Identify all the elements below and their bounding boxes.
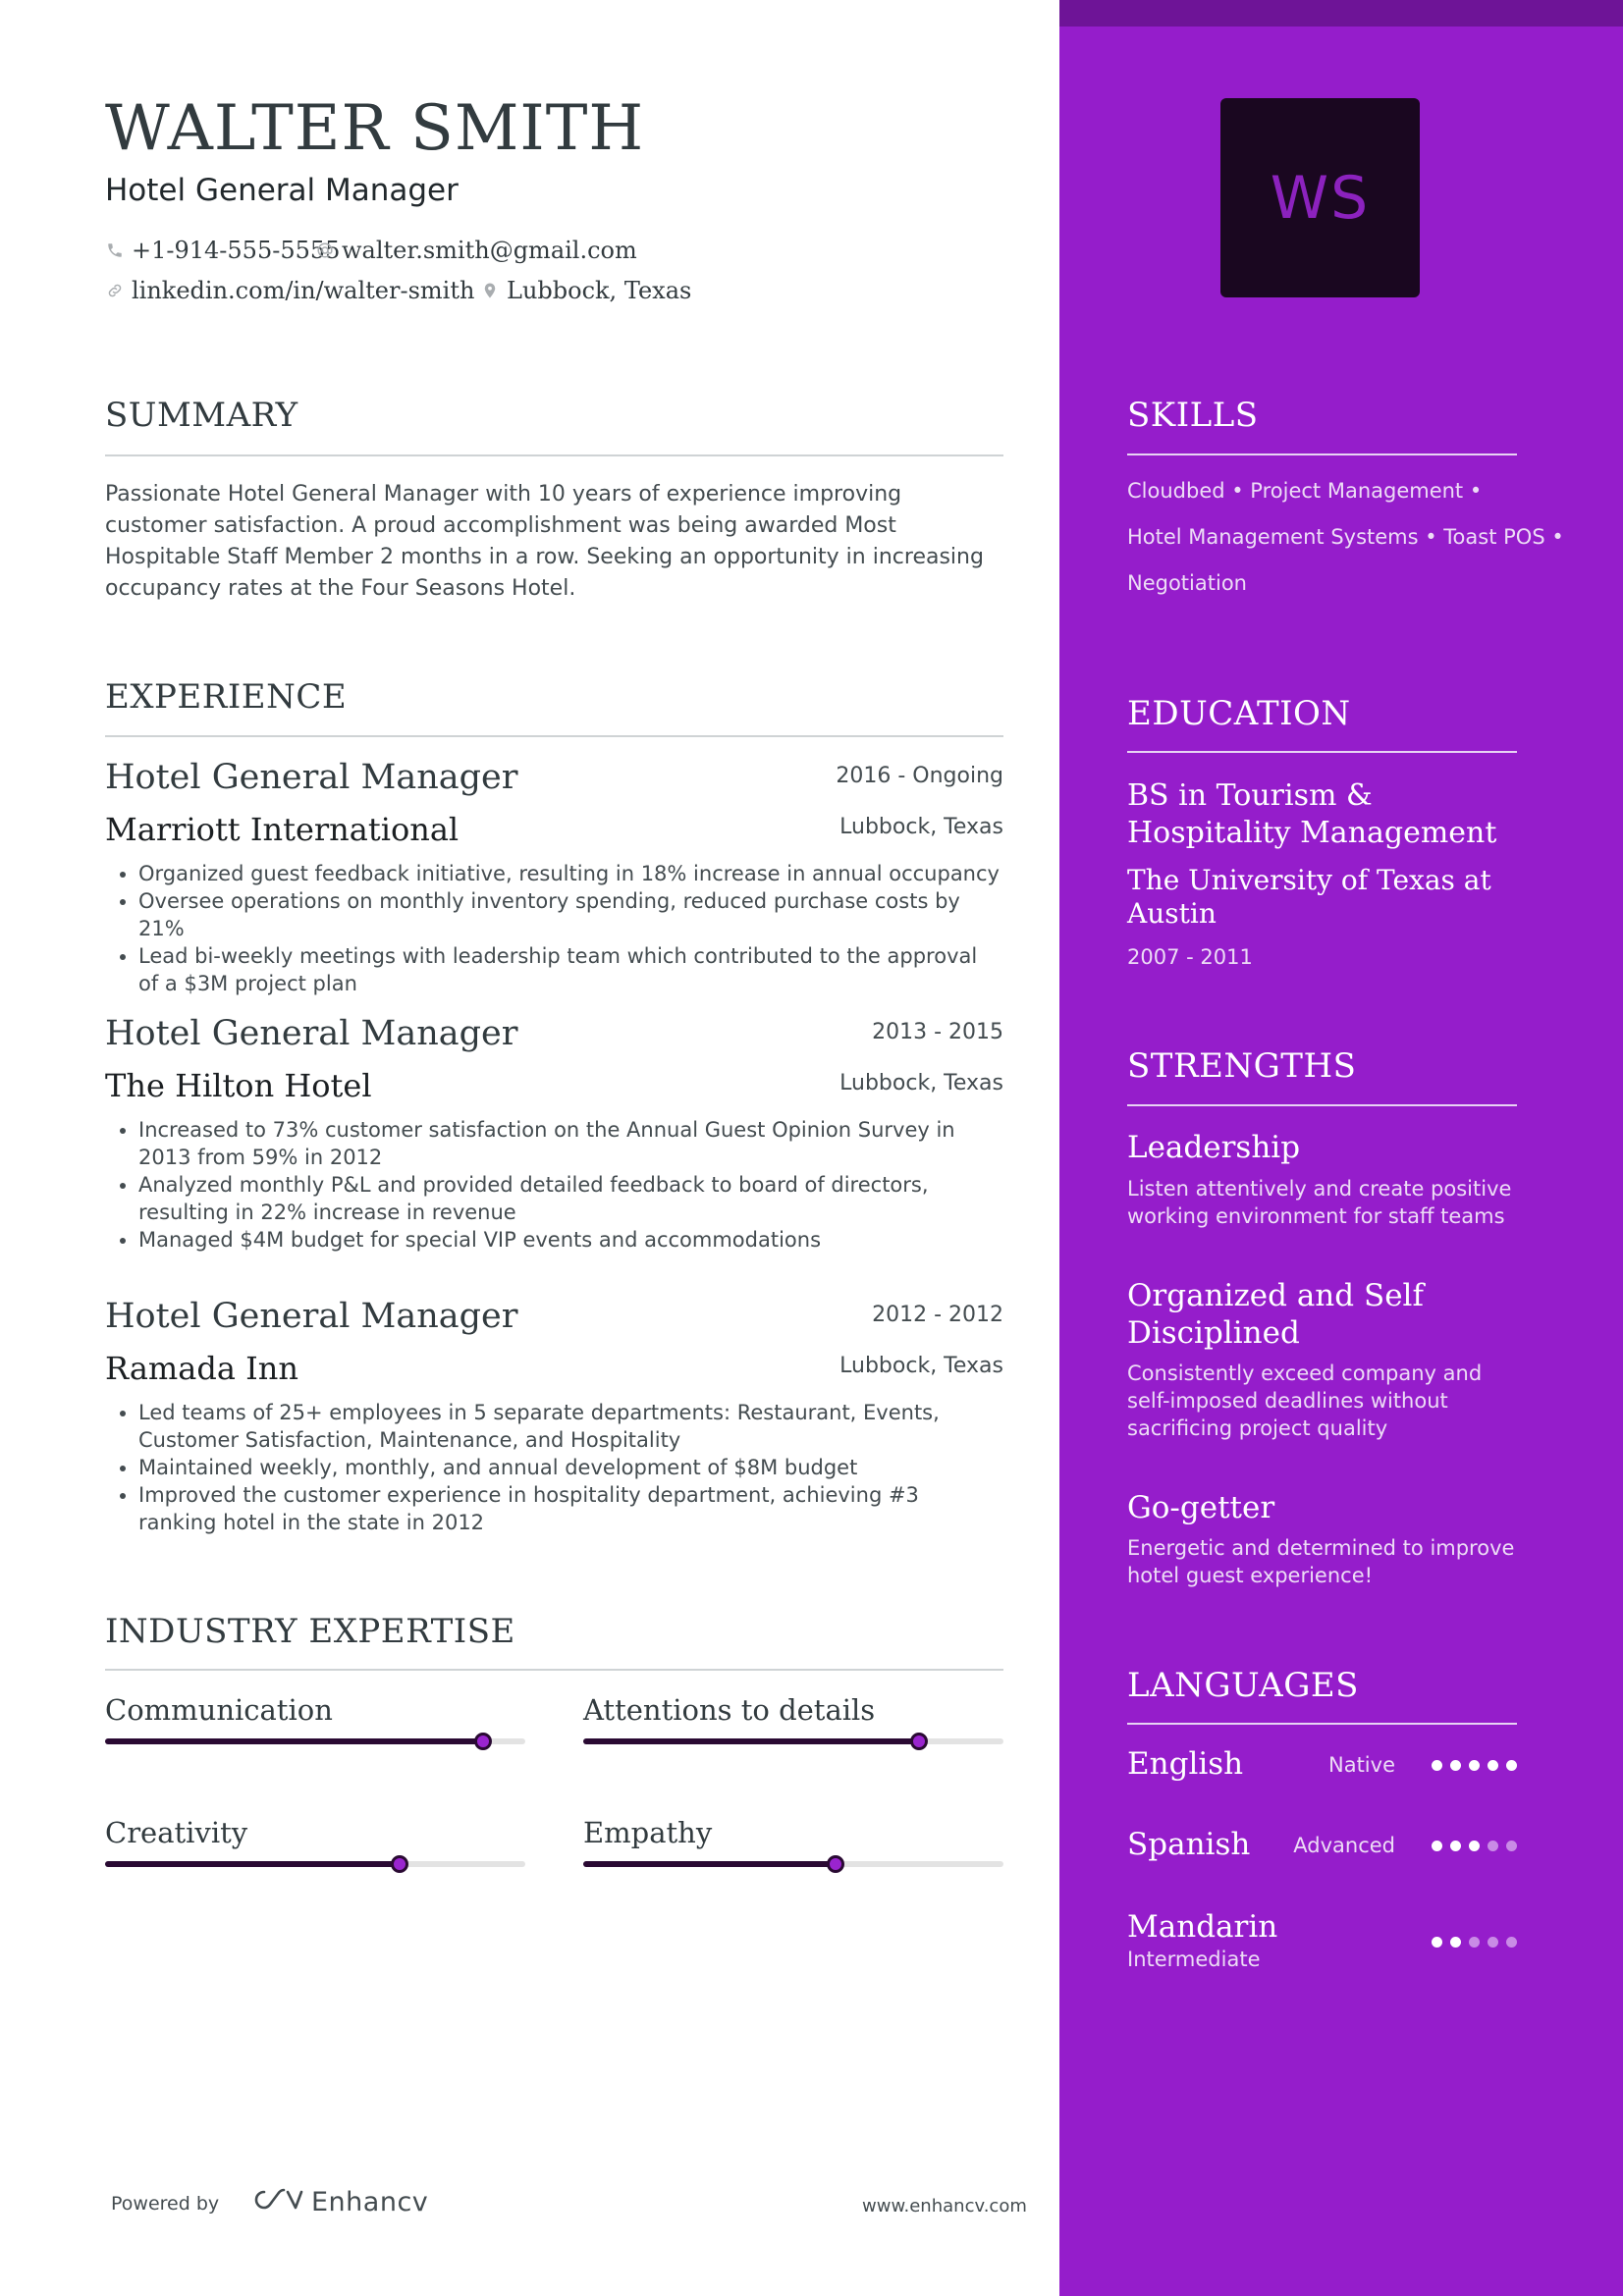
avatar (1220, 98, 1420, 297)
language-level: Native (1328, 1753, 1395, 1777)
language-dot (1506, 1760, 1517, 1771)
expertise-fill (583, 1738, 919, 1744)
language-dot (1432, 1937, 1442, 1948)
experience-divider (105, 735, 1003, 737)
expertise-fill (105, 1861, 400, 1867)
expertise-knob (391, 1855, 408, 1873)
strengths-heading: STRENGTHS (1127, 1046, 1357, 1086)
contact-linkedin[interactable]: linkedin.com/in/walter-smith (106, 277, 474, 304)
summary-heading: SUMMARY (105, 396, 298, 435)
expertise-track (583, 1861, 1003, 1867)
skills-line: Hotel Management Systems • Toast POS • (1127, 525, 1564, 549)
language-dot (1488, 1760, 1498, 1771)
expertise-knob (474, 1733, 492, 1750)
language-dot (1450, 1841, 1461, 1851)
job-bullets (105, 1116, 1003, 1254)
language-dot (1432, 1841, 1442, 1851)
skills-heading: SKILLS (1127, 396, 1259, 435)
education-divider (1127, 751, 1517, 753)
at-icon (316, 241, 334, 259)
footer-powered-by: Powered by (111, 2193, 220, 2215)
language-level: Intermediate (1127, 1948, 1261, 1971)
job-location: Lubbock, Texas (839, 1354, 1003, 1378)
experience-heading: EXPERIENCE (105, 677, 348, 717)
strength-title: Go-getter (1127, 1490, 1275, 1525)
job-company: Marriott International (105, 811, 460, 848)
expertise-fill (105, 1738, 483, 1744)
language-dot (1469, 1841, 1480, 1851)
language-dots (1432, 1841, 1517, 1851)
education-school: The University of Texas at Austin (1127, 864, 1491, 930)
language-dot (1450, 1760, 1461, 1771)
expertise-knob (827, 1855, 844, 1873)
enhancv-logo[interactable] (248, 2186, 428, 2217)
expertise-knob (910, 1733, 928, 1750)
job-bullet: • Improved the customer experience in hospitality department, achieving #3 ranking hotel in the state in 2012 (138, 1481, 1003, 1536)
contact-phone: +1-914-555-5555 (106, 237, 340, 264)
skills-line: Cloudbed • Project Management • (1127, 479, 1483, 503)
expertise-track (105, 1861, 525, 1867)
language-level: Advanced (1293, 1834, 1395, 1857)
job-dates: 2012 - 2012 (872, 1303, 1003, 1327)
strength-desc: Energetic and determined to improve hotel guest experience! (1127, 1536, 1515, 1587)
expertise-track (583, 1738, 1003, 1744)
location-pin-icon (481, 282, 499, 299)
expertise-heading: INDUSTRY EXPERTISE (105, 1612, 515, 1651)
language-dots (1432, 1937, 1517, 1948)
language-dot (1432, 1760, 1442, 1771)
job-location: Lubbock, Texas (839, 1071, 1003, 1095)
language-dot (1506, 1841, 1517, 1851)
footer-url[interactable]: www.enhancv.com (862, 2196, 1027, 2216)
link-icon (106, 282, 124, 299)
job-bullet: • Managed $4M budget for special VIP events and accommodations (138, 1226, 1003, 1254)
strengths-divider (1127, 1104, 1517, 1106)
expertise-label: Creativity (105, 1816, 248, 1849)
language-dot (1488, 1937, 1498, 1948)
candidate-name: WALTER SMITH (105, 92, 645, 165)
job-bullets (105, 860, 1003, 997)
language-name: English (1127, 1746, 1244, 1782)
expertise-track (105, 1738, 525, 1744)
candidate-title: Hotel General Manager (105, 173, 459, 208)
job-role: Hotel General Manager (105, 1014, 518, 1053)
job-company: The Hilton Hotel (105, 1067, 372, 1104)
expertise-divider (105, 1669, 1003, 1671)
job-bullet: • Maintained weekly, monthly, and annual development of $8M budget (138, 1454, 1003, 1481)
phone-icon (106, 241, 124, 259)
job-bullet: • Oversee operations on monthly inventory spending, reduced purchase costs by 21% (138, 887, 1003, 942)
expertise-label: Communication (105, 1693, 333, 1727)
enhancv-logo-icon (248, 2186, 303, 2217)
language-dot (1506, 1937, 1517, 1948)
expertise-label: Attentions to details (583, 1693, 876, 1727)
skills-line: Negotiation (1127, 571, 1247, 595)
job-bullet: • Increased to 73% customer satisfaction on the Annual Guest Opinion Survey in 2013 from 59% in 2012 (138, 1116, 1003, 1171)
skills-divider (1127, 454, 1517, 455)
contact-email[interactable]: walter.smith@gmail.com (316, 237, 637, 264)
contact-location: Lubbock, Texas (481, 277, 691, 304)
job-bullet: • Led teams of 25+ employees in 5 separate departments: Restaurant, Events, Customer Satisfaction, Maintenance, and Hospitality (138, 1399, 1003, 1454)
sidebar-top-band (1059, 0, 1623, 27)
sidebar (1059, 0, 1623, 2296)
job-dates: 2016 - Ongoing (836, 764, 1003, 788)
enhancv-logo-text: Enhancv (311, 2186, 429, 2217)
job-bullet: • Organized guest feedback initiative, resulting in 18% increase in annual occupancy (138, 860, 1003, 887)
languages-heading: LANGUAGES (1127, 1666, 1359, 1705)
job-bullet: • Analyzed monthly P&L and provided detailed feedback to board of directors, resulting in 22% increase in revenue (138, 1171, 1003, 1226)
job-company: Ramada Inn (105, 1350, 298, 1387)
languages-divider (1127, 1723, 1517, 1725)
expertise-fill (583, 1861, 836, 1867)
summary-text: Passionate Hotel General Manager with 10 years of experience improving customer satisfaction. A proud accomplishment was being awarded Most Hospitable Staff Member 2 months in a row. Seeking an opportunity in increasing occupancy rates at the Four Seasons Hotel. (105, 482, 984, 601)
strength-title: Leadership (1127, 1130, 1301, 1165)
education-degree: BS in Tourism & Hospitality Management (1127, 778, 1497, 850)
job-bullets (105, 1399, 1003, 1536)
job-location: Lubbock, Texas (839, 815, 1003, 839)
language-dot (1469, 1760, 1480, 1771)
strength-desc: Listen attentively and create positive working environment for staff teams (1127, 1177, 1512, 1228)
job-role: Hotel General Manager (105, 1297, 518, 1336)
language-name: Spanish (1127, 1827, 1251, 1862)
language-dot (1488, 1841, 1498, 1851)
expertise-label: Empathy (583, 1816, 713, 1849)
strength-desc: Consistently exceed company and self-imposed deadlines without sacrificing project quality (1127, 1362, 1483, 1440)
language-dots (1432, 1760, 1517, 1771)
education-heading: EDUCATION (1127, 694, 1351, 733)
education-dates: 2007 - 2011 (1127, 945, 1253, 969)
strength-title: Organized and Self Disciplined (1127, 1278, 1424, 1351)
summary-divider (105, 454, 1003, 456)
avatar-initials: WS (1270, 163, 1371, 233)
job-bullet: • Lead bi-weekly meetings with leadership team which contributed to the approval of a $3M project plan (138, 942, 1003, 997)
language-dot (1450, 1937, 1461, 1948)
language-dot (1469, 1937, 1480, 1948)
language-name: Mandarin (1127, 1909, 1278, 1945)
job-role: Hotel General Manager (105, 758, 518, 797)
job-dates: 2013 - 2015 (872, 1020, 1003, 1044)
